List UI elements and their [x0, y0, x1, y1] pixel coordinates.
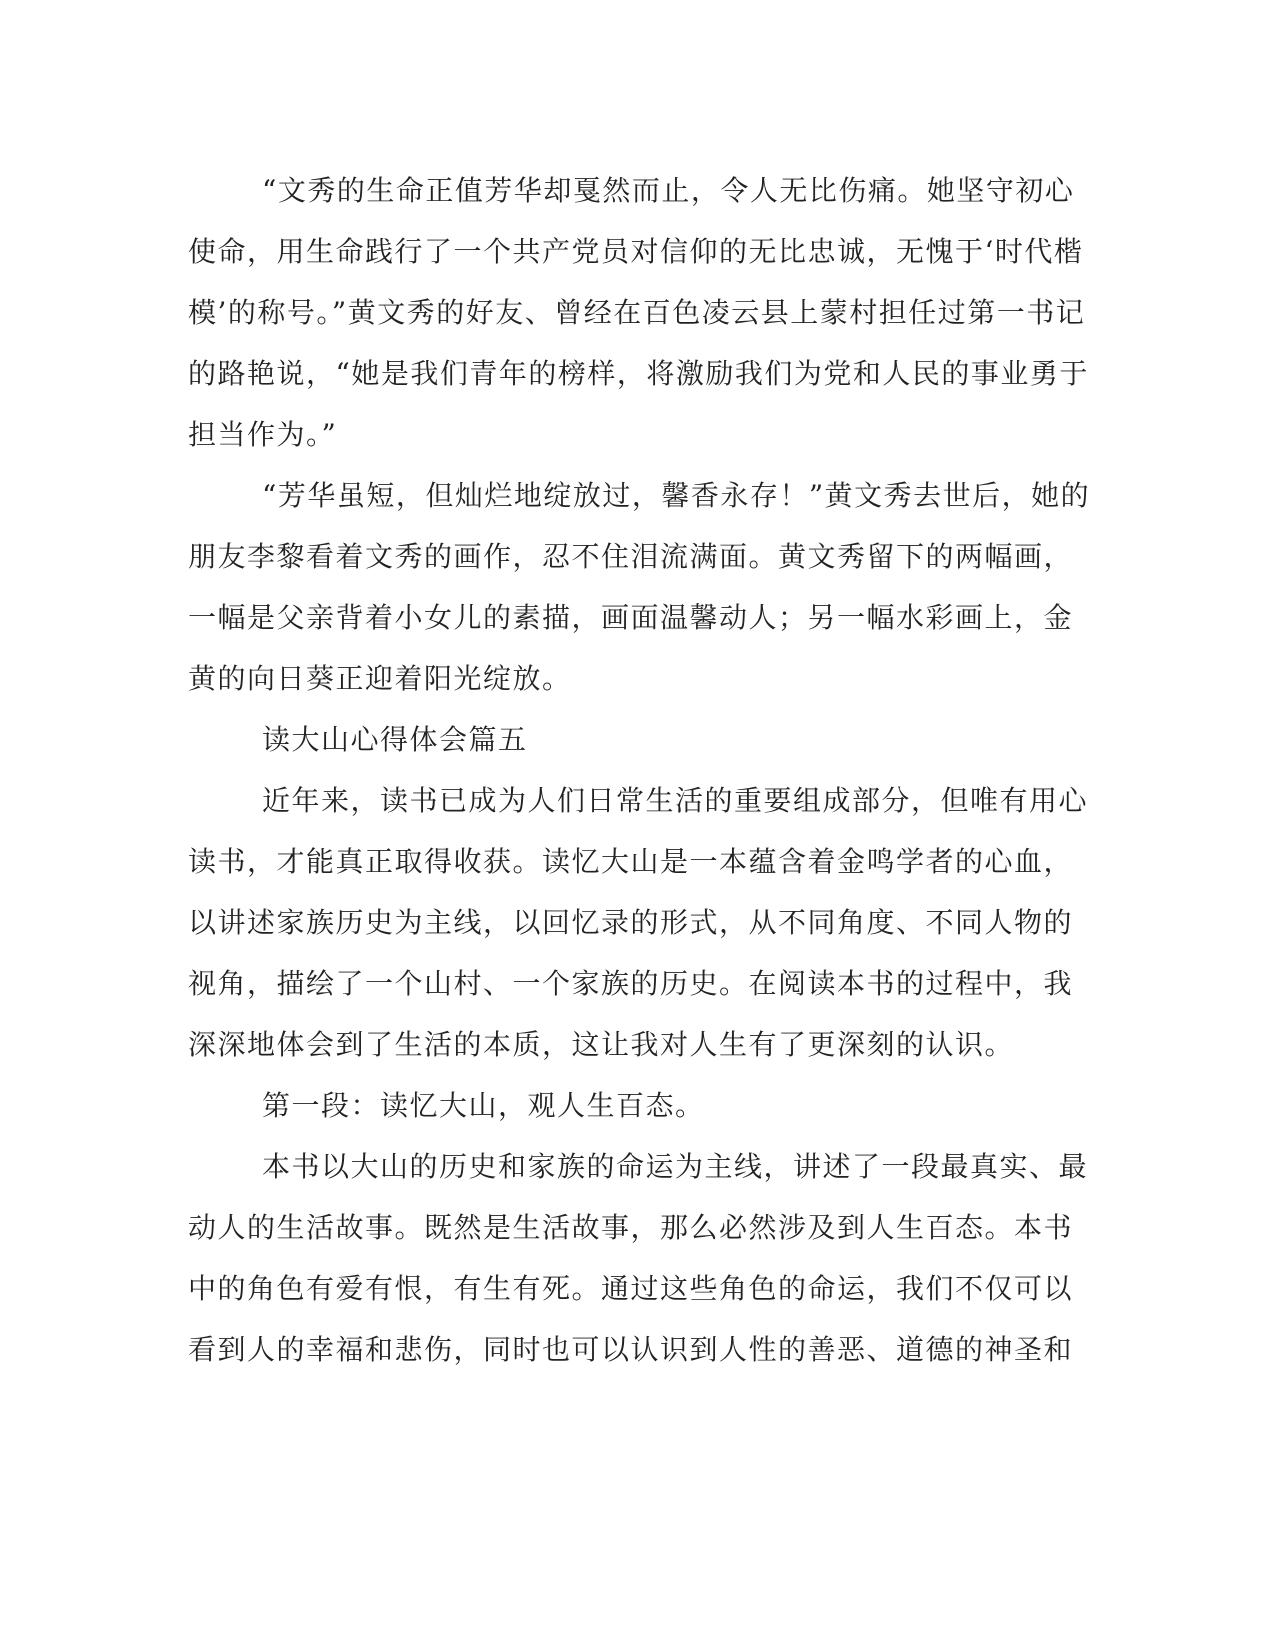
paragraph-4-line-4: 看到人的幸福和悲伤，同时也可以认识到人性的善恶、道德的神圣和: [188, 1333, 1074, 1366]
paragraph-2-line-2: 朋友李黎看着文秀的画作，忍不住泪流满面。黄文秀留下的两幅画，: [188, 540, 1074, 573]
paragraph-4-line-3: 中的角色有爱有恨，有生有死。通过这些角色的命运，我们不仅可以: [188, 1272, 1074, 1305]
paragraph-2-line-3: 一幅是父亲背着小女儿的素描，画面温馨动人；另一幅水彩画上，金: [188, 601, 1074, 634]
paragraph-4-line-1: 本书以大山的历史和家族的命运为主线，讲述了一段最真实、最: [262, 1150, 1089, 1183]
paragraph-1-line-2: 使命，用生命践行了一个共产党员对信仰的无比忠诚，无愧于‘时代楷: [188, 235, 1084, 268]
paragraph-1-line-4: 的路艳说，“她是我们青年的榜样，将激励我们为党和人民的事业勇于: [188, 357, 1089, 390]
paragraph-1-line-1: “文秀的生命正值芳华却戛然而止，令人无比伤痛。她坚守初心: [262, 174, 1075, 207]
paragraph-3-line-4: 视角，描绘了一个山村、一个家族的历史。在阅读本书的过程中，我: [188, 967, 1074, 1000]
paragraph-3-line-2: 读书，才能真正取得收获。读忆大山是一本蕴含着金鸣学者的心血，: [188, 845, 1074, 878]
paragraph-3-line-5: 深深地体会到了生活的本质，这让我对人生有了更深刻的认识。: [188, 1028, 1015, 1061]
paragraph-3-line-3: 以讲述家族历史为主线，以回忆录的形式，从不同角度、不同人物的: [188, 906, 1074, 939]
section-heading: 读大山心得体会篇五: [262, 723, 528, 756]
paragraph-1-line-3: 模’的称号。”黄文秀的好友、曾经在百色凌云县上蒙村担任过第一书记: [188, 296, 1086, 329]
paragraph-1-line-5: 担当作为。”: [188, 418, 338, 451]
subsection-heading: 第一段：读忆大山，观人生百态。: [262, 1089, 705, 1122]
paragraph-4-line-2: 动人的生活故事。既然是生活故事，那么必然涉及到人生百态。本书: [188, 1211, 1074, 1244]
paragraph-2-line-1: “芳华虽短，但灿烂地绽放过，馨香永存！”黄文秀去世后，她的: [262, 479, 1091, 512]
paragraph-2-line-4: 黄的向日葵正迎着阳光绽放。: [188, 662, 572, 695]
document-body: [188, 160, 1091, 1380]
paragraph-3-line-1: 近年来，读书已成为人们日常生活的重要组成部分，但唯有用心: [262, 784, 1089, 817]
